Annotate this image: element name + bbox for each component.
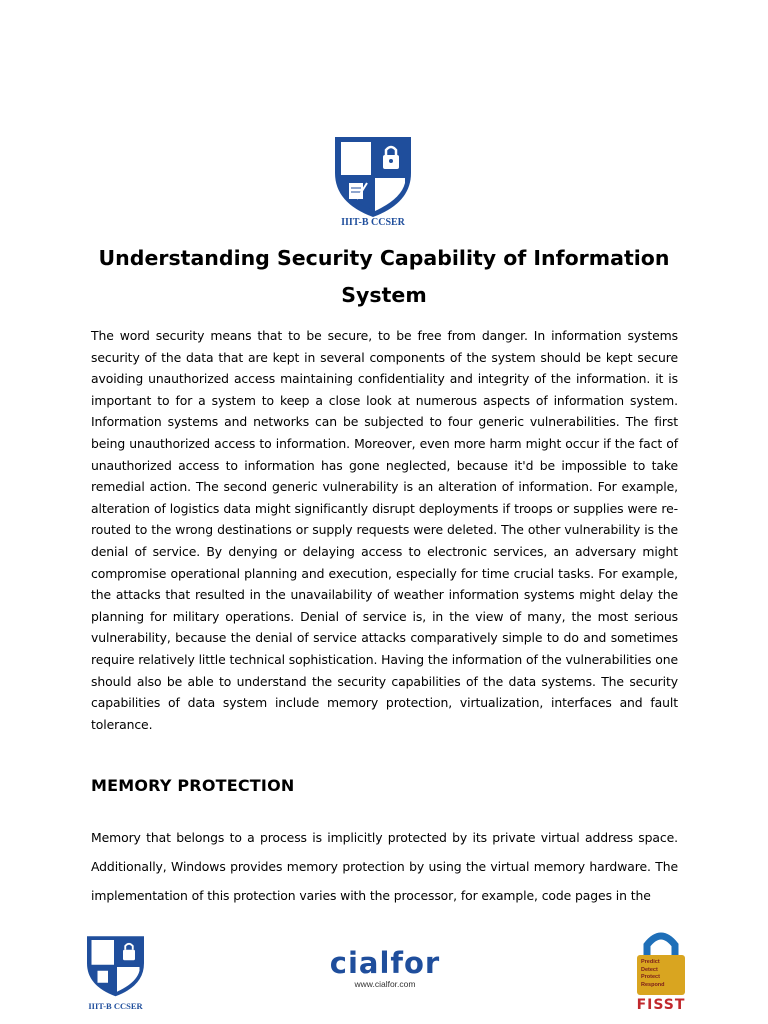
logo-caption: IIIT-B CCSER — [341, 217, 405, 228]
cialfor-wordmark: cialfor — [329, 946, 441, 980]
section-paragraph: Memory that belongs to a process is implicitly protected by its private virtual address space. Additionally, Windows provides memory protection by using the virtual memory hardware. The implementation of this protection varies with the processor, for example, code pages in the — [91, 830, 678, 903]
fisst-line-detect: Detect — [641, 966, 658, 973]
intro-paragraph: The word security means that to be secure, to be free from danger. In information systems security of the data that are kept in several components of the system should be kept secure avoiding unauthorized access maintaining confidentiality and integrity of the information. it is important to for a system to keep a close look at numerous aspects of information system. Information systems and networks can be subjected to four generic vulnerabilities. The first being unauthorized access to information. Moreover, even more harm might occur if the fact of unauthorized access to information has gone neglected, because it'd be impossible to take remedial action. The second generic vulnerability is an alteration of information. For example, alteration of logistics data might significantly disrupt deployments if troops or supplies were re-routed to the wrong destinations or supply requests were deleted. The other vulnerability is the denial of service. By denying or delaying access to electronic services, an adversary might compromise operational planning and execution, especially for time crucial tasks. For example, the attacks that resulted in the unavailability of weather information systems might delay the planning for military operations. Denial of service is, in the view of many, the most serious vulnerability, because the denial of service attacks comparatively simple to do and sometimes require relatively little technical sophistication. Having the information of the vulnerabilities one should also be able to understand the security capabilities of the data systems. The security capabilities of data system include memory protection, virtualization, interfaces and fault tolerance. — [91, 328, 678, 732]
cialfor-logo — [318, 947, 452, 995]
footer-logo-caption: IIIT-B CCSER — [88, 1001, 143, 1011]
cialfor-url: www.cialfor.com — [354, 979, 416, 989]
fisst-line-predict: Predict — [641, 959, 660, 965]
fisst-line-protect: Protect — [641, 974, 660, 980]
shield-icon — [84, 933, 147, 1001]
fisst-name: FISST — [636, 997, 686, 1013]
section-heading: MEMORY PROTECTION — [91, 776, 295, 795]
footer-ccser-logo — [84, 933, 147, 1015]
fisst-logo — [633, 929, 689, 1015]
fisst-line-respond: Respond — [641, 981, 665, 988]
page-title: Understanding Security Capability of Information System — [98, 246, 670, 307]
ccser-logo — [331, 133, 415, 231]
